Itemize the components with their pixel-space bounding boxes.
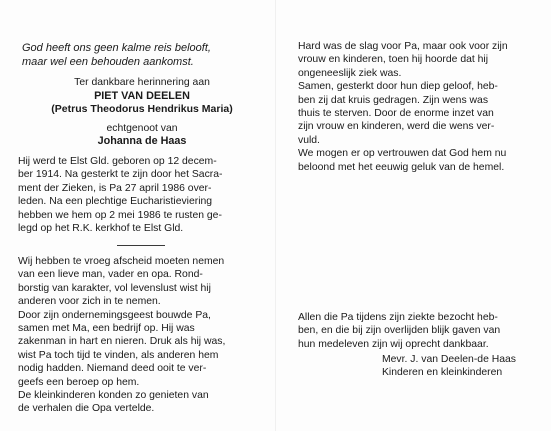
tribute-line: zakenman in hart en nieren. Druk als hij was, (18, 336, 226, 348)
illness-line: Samen, gesterkt door hun diep geloof, heb- (298, 81, 498, 93)
bio-line: leden. Na een plechtige Eucharistieviering (18, 196, 213, 208)
tribute-line: nodig hadden. Niemand deed ooit te ver- (18, 363, 207, 375)
tribute-line: Wij hebben te vroeg afscheid moeten nemen (18, 256, 225, 267)
deceased-full-name: (Petrus Theodorus Hendrikus Maria) (51, 103, 233, 115)
bio-line: ment der Zieken, is Pa 27 april 1986 over- (18, 182, 212, 194)
thanks-line: ben, en die bij zijn overlijden blijk gaven van (298, 325, 501, 337)
deceased-name: PIET VAN DEELEN (94, 90, 190, 102)
tribute-line: De kleinkinderen konden zo genieten van (18, 390, 209, 402)
tribute-line: borstig van karakter, vol levenslust wist hij (18, 282, 211, 294)
tribute-line: Door zijn ondernemingsgeest bouwde Pa, (18, 309, 211, 321)
signature-line-1: Mevr. J. van Deelen-de Haas (382, 354, 516, 365)
illness-line: ongeneeslijk ziek was. (298, 67, 402, 79)
right-page (276, 0, 551, 431)
bio-line: hebben we hem op 2 mei 1986 te rusten ge- (18, 209, 222, 221)
bio-line: ber 1914. Na gesterkt te zijn door het Sacra- (18, 169, 223, 181)
bio-line: Hij werd te Elst Gld. geboren op 12 decem- (18, 156, 217, 167)
signature-line-2: Kinderen en kleinkinderen (382, 367, 503, 379)
tribute-line: de verhalen die Opa vertelde. (18, 403, 155, 415)
spouse-label: echtgenoot van (106, 123, 178, 134)
illness-line: We mogen er op vertrouwen dat God hem nu (298, 148, 507, 160)
tribute-line: samen met Ma, een bedrijf op. Hij was (18, 323, 195, 335)
spouse-name: Johanna de Haas (97, 135, 187, 147)
illness-line: beloond met het eeuwig geluk van de hemel. (298, 161, 505, 173)
section-divider (117, 245, 165, 246)
illness-line: vuld. (298, 134, 320, 146)
illness-line: Hard was de slag voor Pa, maar ook voor zijn (298, 41, 508, 52)
thanks-paragraph (298, 311, 538, 351)
illness-line: ben zij dat kruis gedragen. Zijn wens was (298, 94, 489, 106)
tribute-line: wist Pa toch tijd te vinden, als anderen hem (18, 349, 219, 361)
illness-paragraph (298, 40, 538, 174)
motto-line-1: God heeft ons geen kalme reis belooft, (22, 42, 211, 54)
illness-line: zijn vrouw en kinderen, werd die wens ver- (298, 121, 495, 133)
motto (22, 42, 262, 70)
tribute-line: geefs een beroep op hem. (18, 376, 140, 388)
biography-paragraph (18, 155, 262, 235)
intro-text: Ter dankbare herinnering aan (74, 77, 210, 88)
illness-line: thuis te sterven. Door de enorme inzet van (298, 108, 494, 120)
tribute-paragraph (18, 255, 262, 416)
motto-line-2: maar wel een behouden aankomst. (22, 55, 194, 68)
thanks-line: Allen die Pa tijdens zijn ziekte bezocht heb- (298, 312, 498, 323)
signature-block (382, 353, 542, 380)
tribute-line: van een lieve man, vader en opa. Rond- (18, 269, 203, 281)
thanks-line: hun medeleven zijn wij oprecht dankbaar. (298, 338, 489, 350)
illness-line: vrouw en kinderen, toen hij hoorde dat hij (298, 54, 489, 66)
tribute-line: anderen voor zich in te nemen. (18, 296, 161, 308)
bio-line: legd op het R.K. kerkhof te Elst Gld. (18, 223, 184, 235)
